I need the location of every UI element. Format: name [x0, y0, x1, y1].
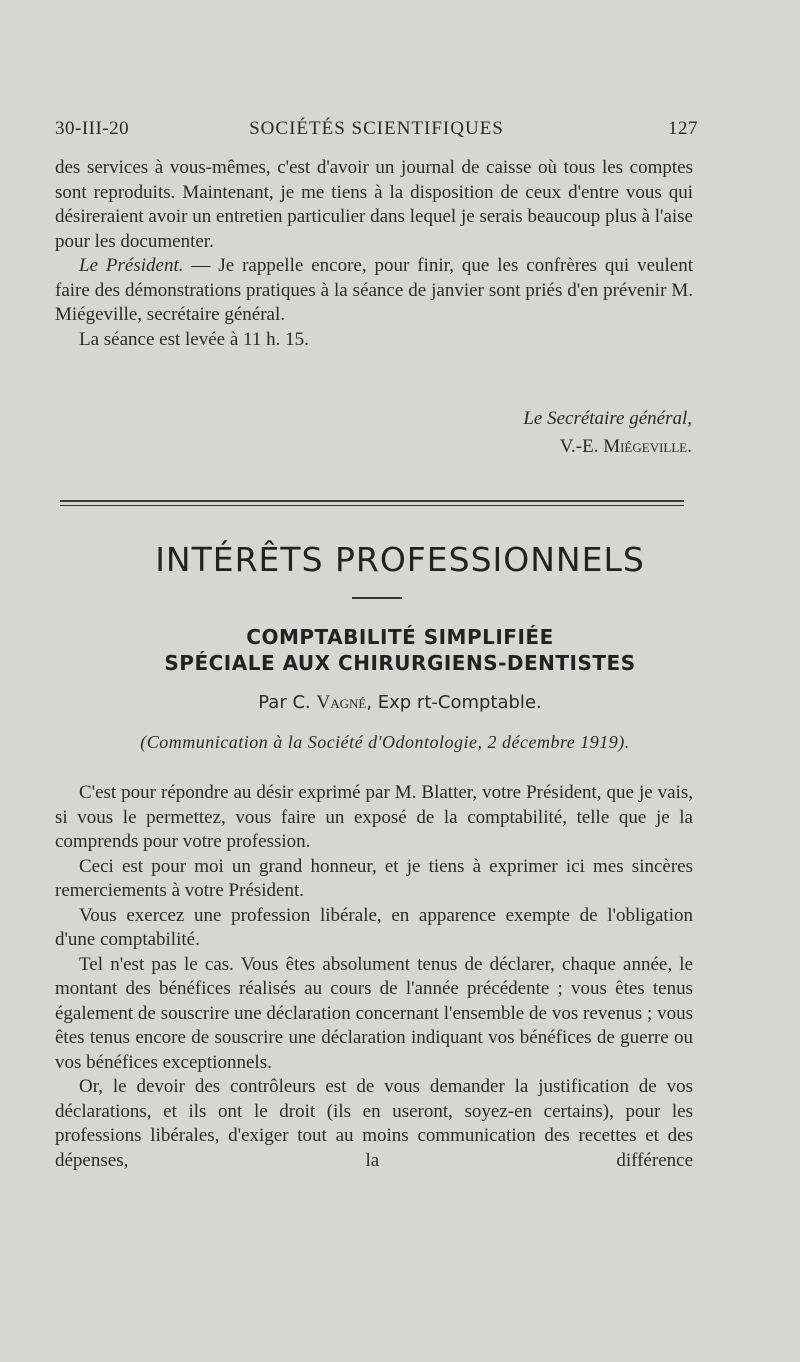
- article-body: [55, 781, 693, 1173]
- president-paragraph: [55, 254, 693, 328]
- paragraph-continued: des services à vous-mêmes, c'est d'avoir un journal de caisse où tous les comptes sont reproduits. Maintenant, je me tiens à la disposition de ceux d'entre vous qui désireraient avoir un entretien particulier dans lequel je serais beaucoup plus à l'aise pour les documenter.: [55, 157, 693, 252]
- article-title-line2: SPÉCIALE AUX CHIRURGIENS-DENTISTES: [164, 651, 636, 675]
- section-title: INTÉRÊTS PROFESSIONNELS: [155, 540, 645, 579]
- top-text-block: [55, 156, 693, 352]
- byline-author: Vagné: [316, 692, 367, 713]
- title-rule: [352, 597, 402, 599]
- signature-title: Le Secrétaire général,: [523, 408, 692, 429]
- signature-name: V.-E. Miégeville.: [559, 436, 692, 457]
- president-label: Le Président.: [79, 255, 184, 276]
- byline-prefix: Par C.: [258, 692, 317, 713]
- article-paragraph: C'est pour répondre au désir exprimé par M. Blatter, votre Président, que je vais, si vous le permettez, vous faire un exposé de la comptabilité, telle que je la comprends pour votre profession.: [55, 782, 693, 852]
- article-paragraph: Vous exercez une profession libérale, en apparence exempte de l'obligation d'une comptabilité.: [55, 904, 693, 950]
- header-date: 30-III-20: [55, 118, 130, 139]
- byline: [0, 692, 800, 714]
- byline-suffix: , Exp rt-Comptable.: [366, 692, 542, 713]
- header-section: SOCIÉTÉS SCIENTIFIQUES: [249, 118, 504, 139]
- article-paragraph: Ceci est pour moi un grand honneur, et je tiens à exprimer ici mes sincères remerciements à votre Président.: [55, 855, 693, 901]
- closing-line: La séance est levée à 11 h. 15.: [79, 328, 309, 350]
- article-title-line1: COMPTABILITÉ SIMPLIFIÉE: [246, 625, 554, 649]
- president-text: — Je rappelle encore, pour finir, que les confrères qui veulent faire des démonstrations pratiques à la séance de janvier sont priés d'en prévenir M. Miégeville, secrétaire général.: [55, 255, 693, 325]
- section-divider: [60, 500, 684, 506]
- article-paragraph: Tel n'est pas le cas. Vous êtes absolument tenus de déclarer, chaque année, le montant des bénéfices réalisés au cours de l'année précédente ; vous êtes tenus également de souscrire une déclaration concernant l'ensemble de vos revenus ; vous êtes tenus encore de souscrire une déclaration indiquant vos bénéfices de guerre ou vos bénéfices exceptionnels.: [55, 953, 693, 1073]
- page-number: 127: [668, 118, 698, 139]
- article-paragraph: Or, le devoir des contrôleurs est de vous demander la justification de vos déclarations, et ils ont le droit (ils en useront, soyez-en certains), pour les professions libérales, d'exiger tout au moins communication des recettes et des dépenses, la différence: [55, 1076, 693, 1171]
- communication-note: (Communication à la Société d'Odontologie, 2 décembre 1919).: [140, 732, 630, 752]
- signature-block: [523, 405, 692, 461]
